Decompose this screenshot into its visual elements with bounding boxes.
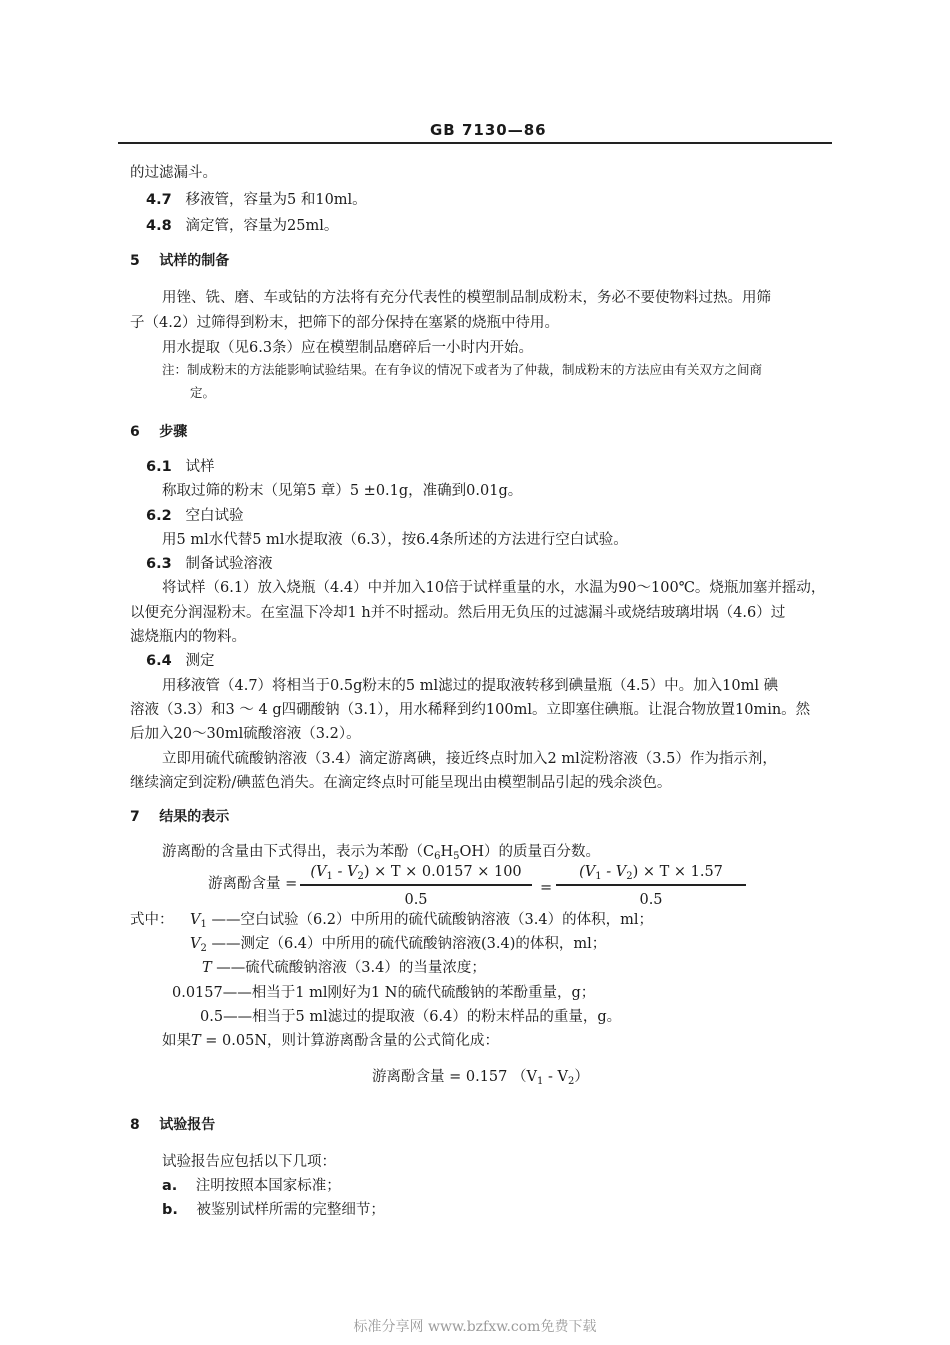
subsection-6-4-title: 测定 <box>185 653 215 669</box>
f2-b: - V <box>601 864 627 880</box>
footer-watermark: 标准分享网 www.bzfxw.com免费下载 <box>353 1319 597 1335</box>
sec5-para1-line1: 用锉、铣、磨、车或钻的方法将有充分代表性的模塑制品制成粉末，务必不要使物料过热。用筛 <box>162 290 771 306</box>
section-6-heading <box>130 422 187 442</box>
sec7-intro-sub1: 6 <box>434 851 441 862</box>
item-4-7-number: 4.7 <box>146 192 172 208</box>
sec5-para1-line2: 子（4.2）过筛得到粉末，把筛下的部分保持在塞紧的烧瓶中待用。 <box>130 315 560 331</box>
sec8-item-a <box>162 1176 341 1196</box>
sec7-intro-c: OH）的质量百分数。 <box>459 844 601 860</box>
subsection-6-4-number: 6.4 <box>146 653 172 669</box>
sec8-item-b-text: 被鉴别试样所需的完整细节； <box>196 1202 385 1218</box>
def-0-5-symbol: 0.5 <box>200 1009 224 1025</box>
standard-code: GB 7130—86 <box>430 121 547 139</box>
f2-sub2: 2 <box>626 871 633 882</box>
simplify-a: 如果 <box>162 1033 191 1049</box>
subsection-6-2-heading <box>146 506 244 526</box>
subsection-6-3-line2: 以便充分润湿粉末。在室温下冷却1 h并不时摇动。然后用无负压的过滤漏斗或烧结玻璃坩埚（4.6）过 <box>130 605 786 621</box>
subsection-6-1-heading <box>146 457 215 477</box>
def-0-0157 <box>172 983 595 1003</box>
simple-sub1: 1 <box>536 1076 544 1087</box>
f2-c: ) × T × 1.57 <box>632 864 723 880</box>
item-4-7-text: 移液管，容量为5 和10ml。 <box>185 192 367 208</box>
def-v2-text: ——测定（6.4）中所用的硫代硫酸钠溶液(3.4)的体积，ml； <box>211 936 607 952</box>
sec7-intro-sub2: 5 <box>453 851 460 862</box>
subsection-6-4-line4: 立即用硫代硫酸钠溶液（3.4）滴定游离碘，接近终点时加入2 ml淀粉溶液（3.5）作为指示剂， <box>162 751 777 767</box>
section-5-heading <box>130 251 229 271</box>
sec8-item-b-mark: b. <box>162 1202 178 1218</box>
item-4-8-number: 4.8 <box>146 218 172 234</box>
simple-c: ） <box>574 1069 589 1085</box>
def-t-symbol: T <box>202 960 212 976</box>
f1-c: ) × T × 0.0157 × 100 <box>363 864 522 880</box>
header-rule <box>118 142 832 144</box>
formula-fraction-2 <box>556 862 746 910</box>
simple-b: - V <box>543 1069 568 1085</box>
item-4-7 <box>146 190 367 210</box>
def-0-5-text: ——相当于5 ml滤过的提取液（6.4）的粉末样品的重量，g。 <box>223 1009 622 1025</box>
section-5-title: 试样的制备 <box>159 253 230 269</box>
sec5-para2: 用水提取（见6.3条）应在模塑制品磨碎后一小时内开始。 <box>162 340 534 356</box>
section-8-title: 试验报告 <box>159 1117 216 1133</box>
f1-b: - V <box>332 864 358 880</box>
simplified-formula <box>372 1067 589 1087</box>
sec7-intro-a: 游离酚的含量由下式得出，表示为苯酚（C <box>162 844 435 860</box>
f2-a: (V <box>579 864 596 880</box>
def-v1-text: ——空白试验（6.2）中所用的硫代硫酸钠溶液（3.4）的体积，ml； <box>211 912 653 928</box>
sec4-continuation: 的过滤漏斗。 <box>130 165 217 181</box>
section-8-heading <box>130 1115 215 1135</box>
sec8-item-a-mark: a. <box>162 1178 178 1194</box>
simple-a: 游离酚含量 = 0.157 （V <box>372 1069 537 1085</box>
formula-lhs: 游离酚含量 = <box>208 876 298 892</box>
fraction-2-numerator <box>556 862 746 884</box>
sec8-item-a-text: 注明按照本国家标准； <box>195 1178 341 1194</box>
subsection-6-1-number: 6.1 <box>146 459 172 475</box>
f2-sub1: 1 <box>595 871 602 882</box>
subsection-6-3-line1: 将试样（6.1）放入烧瓶（4.4）中并加入10倍于试样重量的水，水温为90～100℃。烧瓶加塞并摇动， <box>162 580 826 596</box>
subsection-6-4-line2: 溶液（3.3）和3 ～ 4 g四硼酸钠（3.1），用水稀释到约100ml。立即塞住碘瓶。让混合物放置10min。然 <box>130 702 811 718</box>
subsection-6-2-body: 用5 ml水代替5 ml水提取液（6.3），按6.4条所述的方法进行空白试验。 <box>162 532 628 548</box>
simplify-t: T <box>191 1033 201 1049</box>
f1-sub1: 1 <box>326 871 333 882</box>
def-v1-symbol: V <box>190 912 201 928</box>
subsection-6-2-number: 6.2 <box>146 508 172 524</box>
formula-equals: = <box>540 880 553 896</box>
def-v2-sub: 2 <box>200 943 207 954</box>
subsection-6-3-heading <box>146 554 273 574</box>
sec5-note-line1: 注：制成粉末的方法能影响试验结果。在有争议的情况下或者为了仲裁，制成粉末的方法应由有关双方之间商 <box>162 362 763 377</box>
where-label: 式中： <box>130 912 174 928</box>
def-0-0157-symbol: 0.0157 <box>172 985 223 1001</box>
section-5-number: 5 <box>130 253 140 269</box>
sec5-note-line2: 定。 <box>190 385 216 400</box>
section-7-number: 7 <box>130 809 140 825</box>
simplify-b: = 0.05N，则计算游离酚含量的公式简化成： <box>200 1033 500 1049</box>
def-0-0157-text: ——相当于1 ml刚好为1 N的硫代硫酸钠的苯酚重量，g； <box>222 985 596 1001</box>
f1-sub2: 2 <box>357 871 364 882</box>
subsection-6-2-title: 空白试验 <box>185 508 244 524</box>
section-7-title: 结果的表示 <box>159 809 230 825</box>
item-4-8-text: 滴定管，容量为25ml。 <box>185 218 339 234</box>
fraction-1-denominator: 0.5 <box>404 891 428 908</box>
sec8-intro: 试验报告应包括以下几项： <box>162 1154 336 1170</box>
subsection-6-4-line5: 继续滴定到淀粉/碘蓝色消失。在滴定终点时可能呈现出由模塑制品引起的残余淡色。 <box>130 775 672 791</box>
subsection-6-4-line1: 用移液管（4.7）将相当于0.5g粉末的5 ml滤过的提取液转移到碘量瓶（4.5）中。加入10ml 碘 <box>162 678 779 694</box>
def-v1-sub: 1 <box>200 919 207 930</box>
f1-a: (V <box>310 864 327 880</box>
fraction-2-denominator: 0.5 <box>639 891 663 908</box>
subsection-6-3-number: 6.3 <box>146 556 172 572</box>
subsection-6-1-title: 试样 <box>185 459 215 475</box>
def-v2 <box>190 934 606 954</box>
def-v1 <box>190 910 653 930</box>
section-8-number: 8 <box>130 1117 140 1133</box>
def-v2-symbol: V <box>190 936 201 952</box>
subsection-6-1-body: 称取过筛的粉末（见第5 章）5 ±0.1g，准确到0.01g。 <box>162 483 523 499</box>
item-4-8 <box>146 216 338 236</box>
def-t-text: ——硫代硫酸钠溶液（3.4）的当量浓度； <box>216 960 486 976</box>
simple-sub2: 2 <box>567 1076 575 1087</box>
section-6-number: 6 <box>130 424 140 440</box>
fraction-1-numerator <box>300 862 532 884</box>
subsection-6-4-line3: 后加入20～30ml硫酸溶液（3.2）。 <box>130 726 361 742</box>
simplify-statement <box>162 1031 499 1051</box>
section-7-heading <box>130 807 229 827</box>
sec7-intro-b: H <box>440 844 454 860</box>
sec8-item-b <box>162 1200 385 1220</box>
subsection-6-3-line3: 滤烧瓶内的物料。 <box>130 629 246 645</box>
formula-fraction-1 <box>300 862 532 910</box>
def-t <box>202 958 486 978</box>
subsection-6-4-heading <box>146 651 215 671</box>
sec7-intro <box>162 842 600 862</box>
subsection-6-3-title: 制备试验溶液 <box>185 556 273 572</box>
section-6-title: 步骤 <box>159 424 188 440</box>
def-0-5 <box>200 1007 621 1027</box>
